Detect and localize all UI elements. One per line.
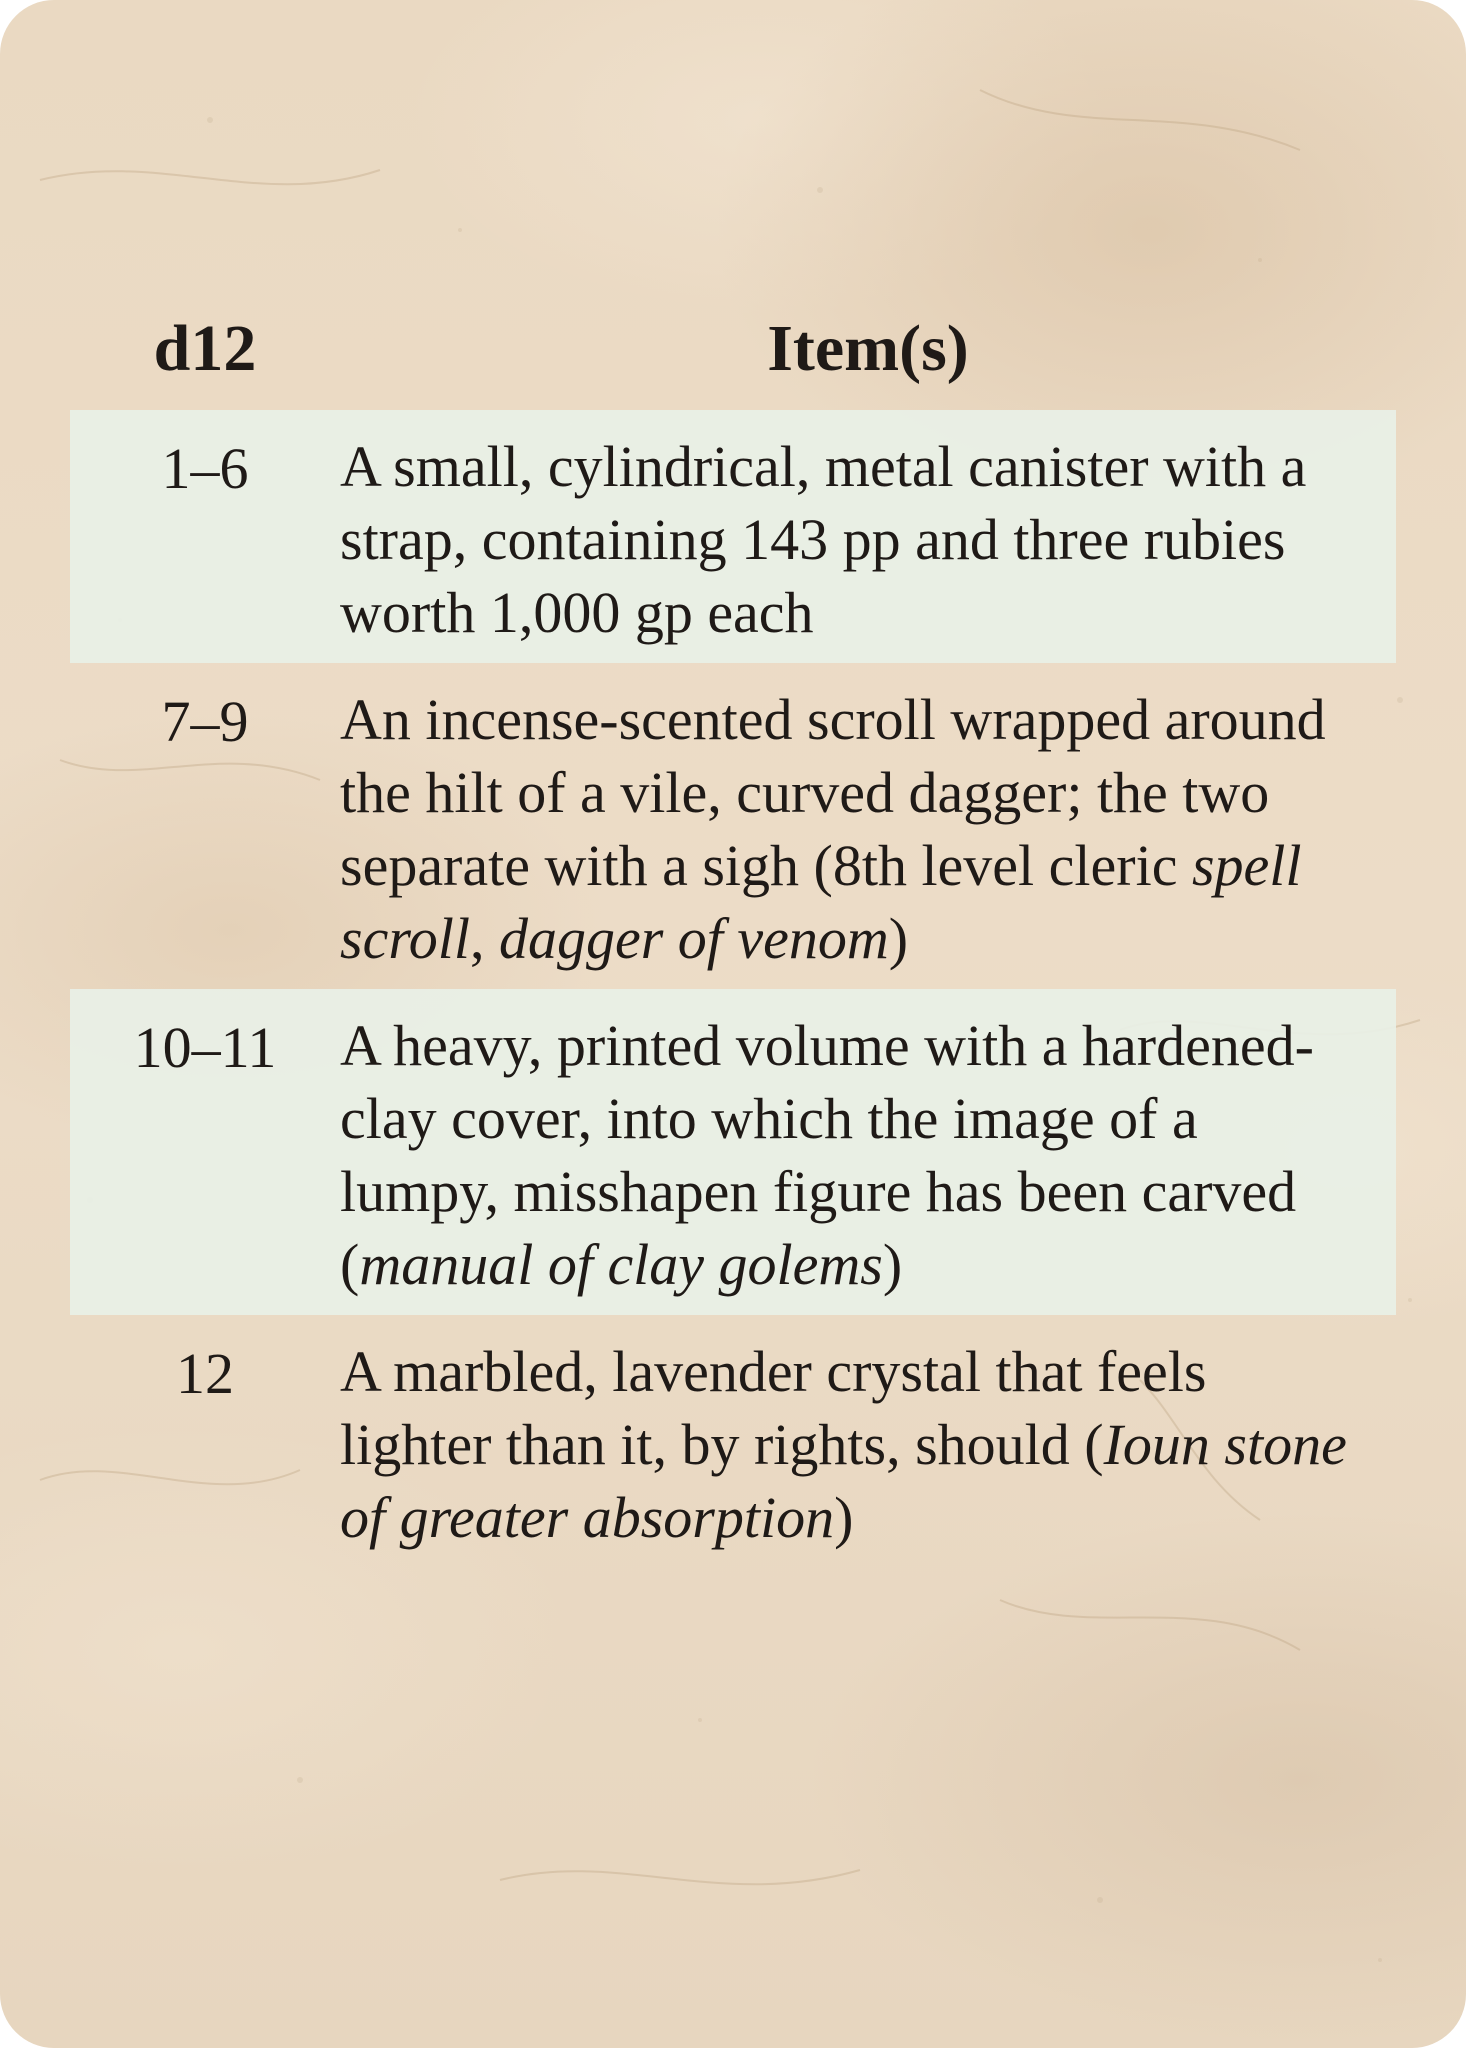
roll-range: 10–11: [70, 989, 340, 1315]
loot-table-body: [70, 410, 1396, 1568]
table-row: [70, 663, 1396, 989]
item-text: ): [882, 1232, 903, 1297]
item-description: [340, 989, 1396, 1315]
table-row: [70, 410, 1396, 663]
header-d12: d12: [153, 312, 257, 385]
item-text: A small, cylindrical, metal canister with a strap, containing 143 pp and three rubies worth 1,000 gp each: [340, 434, 1307, 645]
table-row: [70, 1315, 1396, 1568]
loot-table: [70, 312, 1396, 1568]
item-text: ,: [469, 906, 499, 971]
item-name-italic: manual of clay golems: [359, 1232, 883, 1297]
roll-range: 1–6: [70, 410, 340, 663]
item-text: A heavy, printed volume with a hardened-clay cover, into which the image of a lumpy, misshapen figure has been carved (: [340, 1013, 1314, 1297]
item-description: [340, 1315, 1396, 1568]
roll-range: 7–9: [161, 689, 249, 754]
item-name-italic: Ioun stone of greater absorption: [340, 1412, 1347, 1550]
item-text: ): [834, 1485, 854, 1550]
item-text: ): [888, 906, 909, 971]
header-items: Item(s): [767, 312, 969, 385]
item-name-italic: dagger of venom: [498, 906, 889, 971]
item-name-italic: spell scroll: [340, 833, 1302, 971]
table-header-row: [70, 312, 1396, 410]
table-row: [70, 989, 1396, 1315]
item-description: [340, 663, 1396, 989]
roll-range: 12: [176, 1341, 234, 1406]
item-text: An incense-scented scroll wrapped around the hilt of a vile, curved dagger; the two separate with a sigh (8th level cleric: [340, 687, 1326, 898]
item-description: [340, 410, 1396, 663]
item-text: A marbled, lavender crystal that feels lighter than it, by rights, should (: [340, 1339, 1207, 1477]
